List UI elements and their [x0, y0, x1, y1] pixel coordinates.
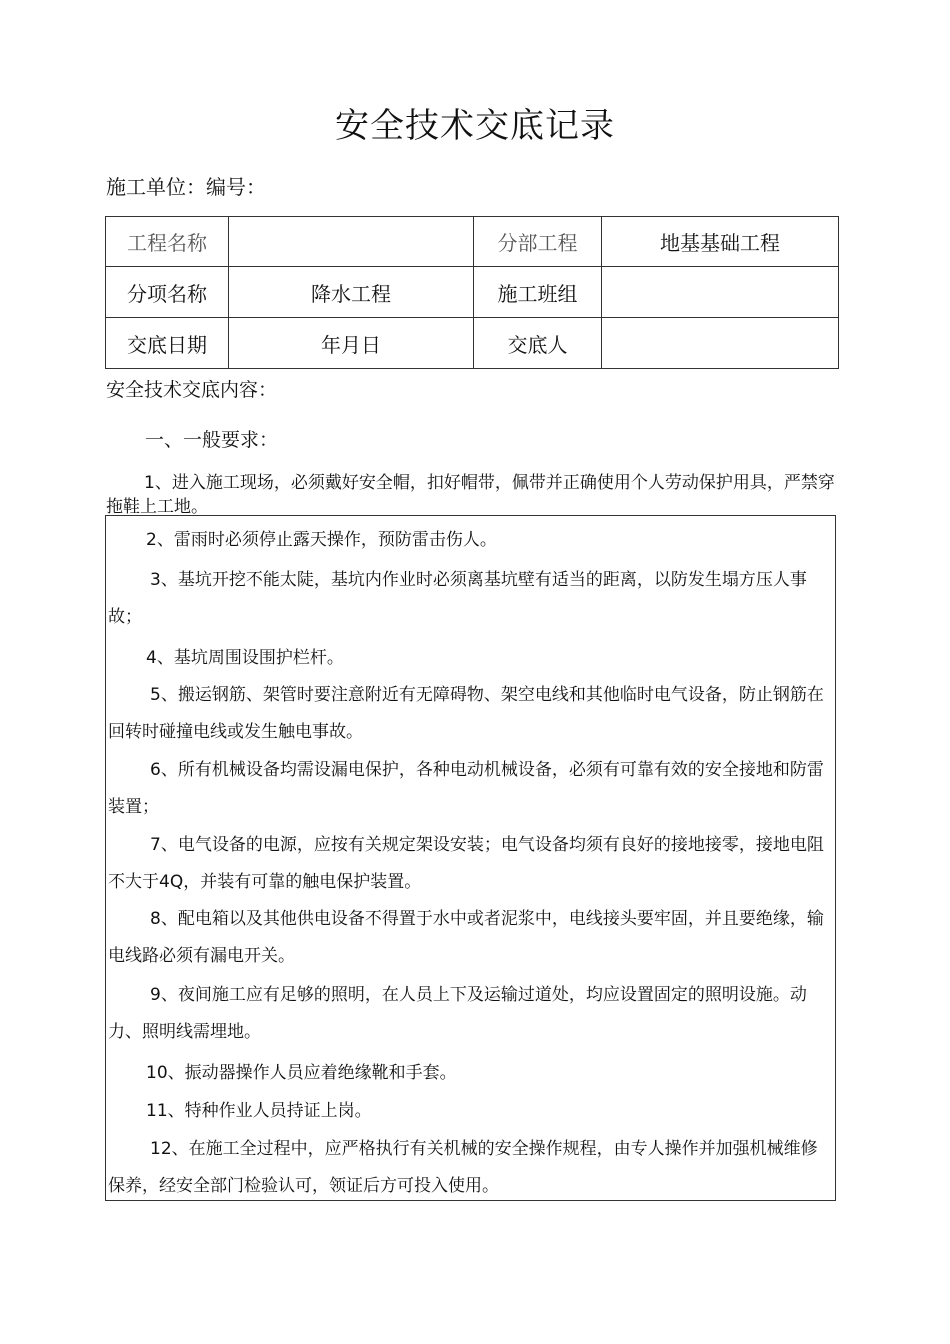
info-row-project: [106, 217, 839, 267]
date-label: 交底日期: [106, 318, 229, 369]
team-label: 施工班组: [474, 267, 602, 318]
project-name-label: 工程名称: [106, 217, 229, 267]
requirement-item-4: 4、基坑周围设围护栏杆。: [146, 648, 344, 668]
requirement-item-9: 9、夜间施工应有足够的照明，在人员上下及运输过道处，均应设置固定的照明设施。动力、照明线需埋地。: [108, 985, 807, 1042]
document-title: 安全技术交底记录: [335, 106, 615, 146]
requirement-item-5: 5、搬运钢筋、架管时要注意附近有无障碍物、架空电线和其他临时电气设备，防止钢筋在回转时碰撞电线或发生触电事故。: [108, 685, 824, 742]
info-row-subitem: [106, 267, 839, 318]
team-value: [602, 267, 839, 318]
section-heading-general: 一、一般要求：: [145, 429, 279, 451]
requirement-item-7: 7、电气设备的电源，应按有关规定架设安装；电气设备均须有良好的接地接零，接地电阻不大于4Q，并装有可靠的触电保护装置。: [108, 835, 824, 892]
content-label: 安全技术交底内容：: [106, 379, 278, 401]
subitem-value: 降水工程: [229, 267, 474, 318]
requirement-item-2: 2、雷雨时必须停止露天操作，预防雷击伤人。: [146, 530, 497, 550]
requirement-item-10: 10、振动器操作人员应着绝缘靴和手套。: [146, 1063, 457, 1083]
info-table: [105, 216, 839, 369]
requirement-item-3: 3、基坑开挖不能太陡，基坑内作业时必须离基坑壁有适当的距离，以防发生塌方压人事故；: [108, 570, 807, 627]
subitem-label: 分项名称: [106, 267, 229, 318]
division-label: 分部工程: [474, 217, 602, 267]
unit-number-line: 施工单位：编号：: [106, 175, 266, 199]
content-box: [105, 515, 836, 1201]
requirement-item-8: 8、配电箱以及其他供电设备不得置于水中或者泥浆中，电线接头要牢固，并且要绝缘，输电线路必须有漏电开关。: [108, 909, 824, 966]
date-value: 年月日: [229, 318, 474, 369]
briefer-value: [602, 318, 839, 369]
requirement-item-6: 6、所有机械设备均需设漏电保护，各种电动机械设备，必须有可靠有效的安全接地和防雷装置；: [108, 760, 824, 817]
project-name-value: [229, 217, 474, 267]
requirement-item-12: 12、在施工全过程中，应严格执行有关机械的安全操作规程，由专人操作并加强机械维修保养，经安全部门检验认可，领证后方可投入使用。: [108, 1139, 818, 1196]
division-value: 地基基础工程: [602, 217, 839, 267]
requirement-item-11: 11、特种作业人员持证上岗。: [146, 1101, 372, 1121]
info-row-date: [106, 318, 839, 369]
requirement-item-1: 1、进入施工现场，必须戴好安全帽，扣好帽带，佩带并正确使用个人劳动保护用具，严禁穿拖鞋上工地。: [106, 473, 835, 517]
briefer-label: 交底人: [474, 318, 602, 369]
